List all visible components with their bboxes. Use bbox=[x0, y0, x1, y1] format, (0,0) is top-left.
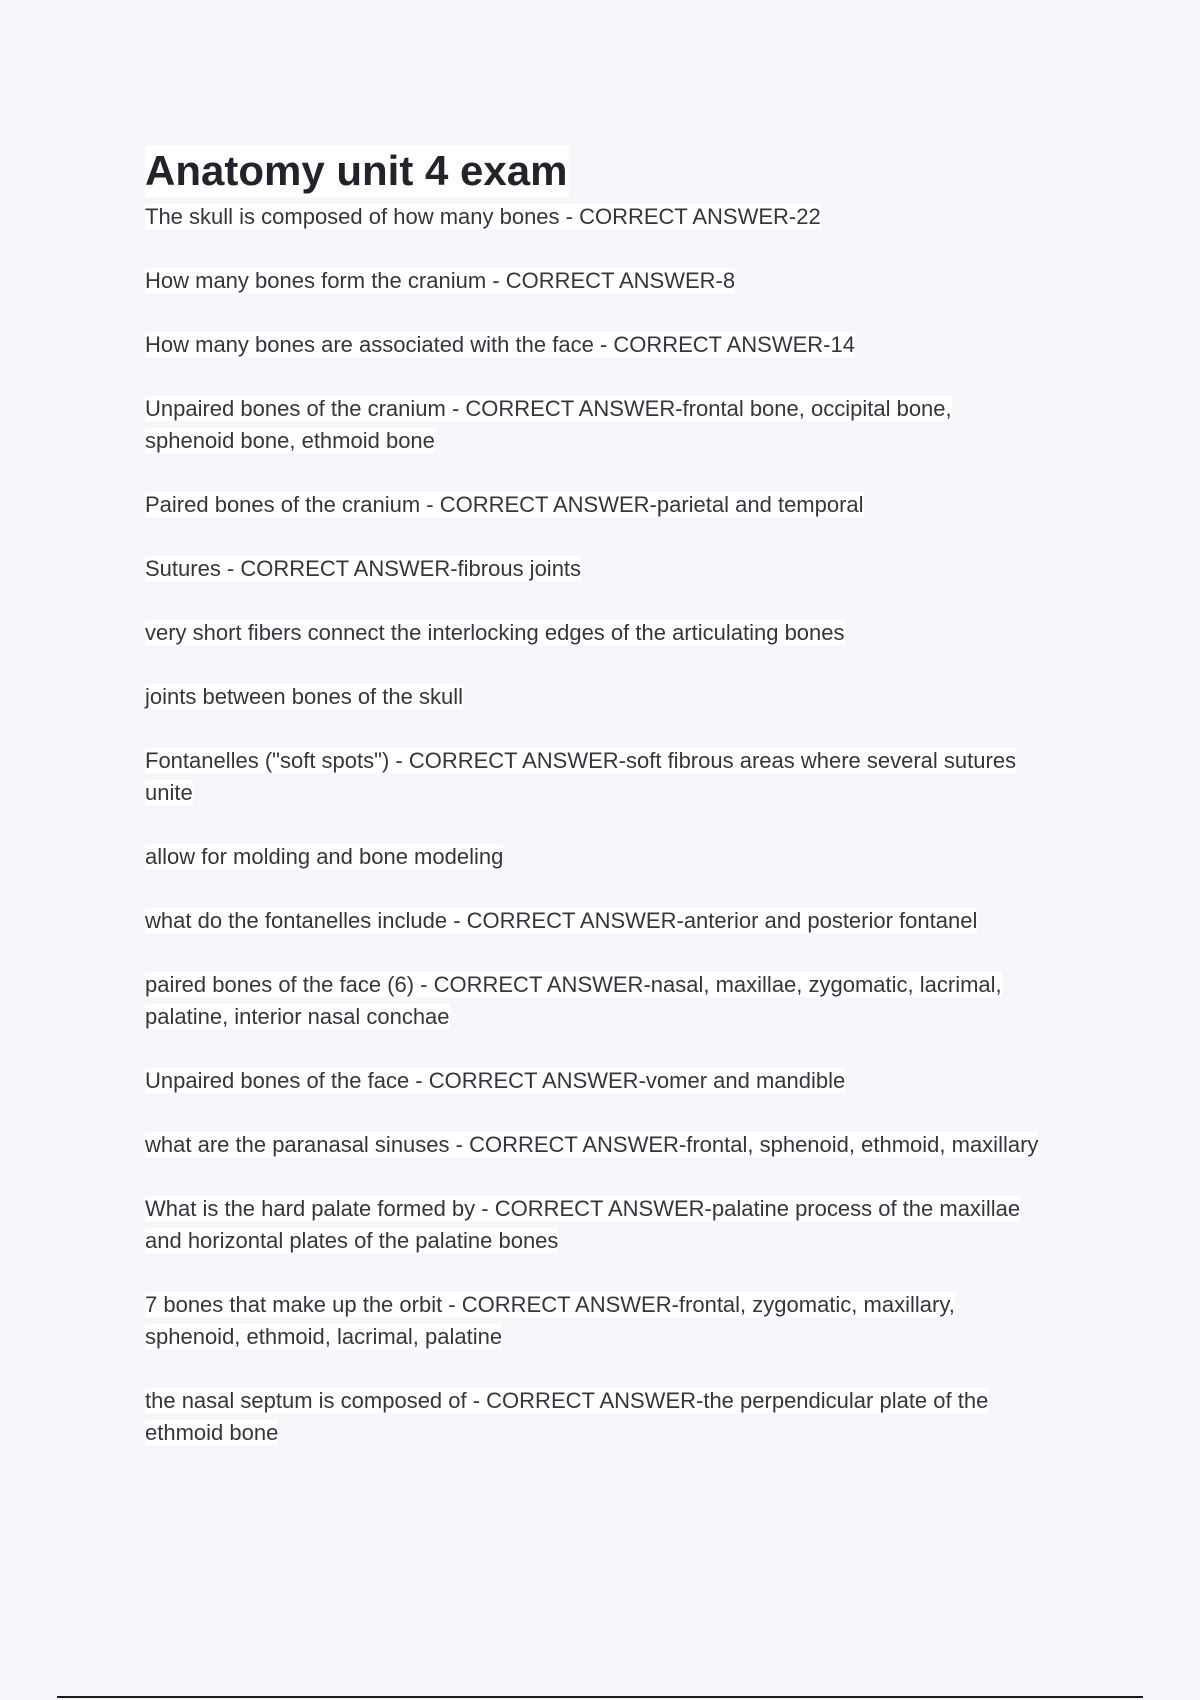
qa-entry bbox=[145, 201, 1045, 233]
qa-entry-text: Unpaired bones of the cranium - CORRECT ANSWER-frontal bone, occipital bone, sphenoid bone, ethmoid bone bbox=[145, 396, 952, 453]
document-page bbox=[145, 145, 1045, 1481]
qa-entry bbox=[145, 1065, 1045, 1097]
qa-entry bbox=[145, 905, 1045, 937]
qa-entry bbox=[145, 617, 1045, 649]
qa-entry bbox=[145, 1193, 1045, 1257]
qa-entry-text: joints between bones of the skull bbox=[145, 684, 463, 709]
qa-entry bbox=[145, 265, 1045, 297]
qa-entry-text: Fontanelles ("soft spots") - CORRECT ANSWER-soft fibrous areas where several sutures unite bbox=[145, 748, 1017, 805]
qa-entry-text: the nasal septum is composed of - CORRECT ANSWER-the perpendicular plate of the ethmoid bone bbox=[145, 1388, 989, 1445]
qa-entry bbox=[145, 393, 1045, 457]
qa-entry-text: very short fibers connect the interlocking edges of the articulating bones bbox=[145, 620, 845, 645]
qa-entry-text: 7 bones that make up the orbit - CORRECT ANSWER-frontal, zygomatic, maxillary, sphenoid, ethmoid, lacrimal, palatine bbox=[145, 1292, 955, 1349]
qa-entry-text: How many bones form the cranium - CORRECT ANSWER-8 bbox=[145, 268, 736, 293]
qa-entry-text: What is the hard palate formed by - CORRECT ANSWER-palatine process of the maxillae and horizontal plates of the palatine bones bbox=[145, 1196, 1021, 1253]
qa-entry-text: paired bones of the face (6) - CORRECT ANSWER-nasal, maxillae, zygomatic, lacrimal, palatine, interior nasal conchae bbox=[145, 972, 1002, 1029]
qa-entry bbox=[145, 745, 1045, 809]
qa-entry-text: Sutures - CORRECT ANSWER-fibrous joints bbox=[145, 556, 582, 581]
qa-entry bbox=[145, 681, 1045, 713]
qa-entry bbox=[145, 1289, 1045, 1353]
qa-entry-text: Unpaired bones of the face - CORRECT ANSWER-vomer and mandible bbox=[145, 1068, 846, 1093]
qa-entry-text: The skull is composed of how many bones - CORRECT ANSWER-22 bbox=[145, 204, 821, 229]
document-title: Anatomy unit 4 exam bbox=[145, 145, 569, 197]
qa-entry bbox=[145, 841, 1045, 873]
footer-divider bbox=[57, 1696, 1143, 1698]
qa-entry-text: what are the paranasal sinuses - CORRECT ANSWER-frontal, sphenoid, ethmoid, maxillary bbox=[145, 1132, 1039, 1157]
qa-entry bbox=[145, 553, 1045, 585]
qa-entry bbox=[145, 1129, 1045, 1161]
qa-entry-text: what do the fontanelles include - CORRECT ANSWER-anterior and posterior fontanel bbox=[145, 908, 978, 933]
qa-entry bbox=[145, 1385, 1045, 1449]
qa-entry-text: Paired bones of the cranium - CORRECT ANSWER-parietal and temporal bbox=[145, 492, 864, 517]
qa-entry-text: allow for molding and bone modeling bbox=[145, 844, 504, 869]
qa-entry-text: How many bones are associated with the face - CORRECT ANSWER-14 bbox=[145, 332, 855, 357]
qa-entry bbox=[145, 969, 1045, 1033]
qa-list bbox=[145, 201, 1045, 1449]
qa-entry bbox=[145, 489, 1045, 521]
qa-entry bbox=[145, 329, 1045, 361]
